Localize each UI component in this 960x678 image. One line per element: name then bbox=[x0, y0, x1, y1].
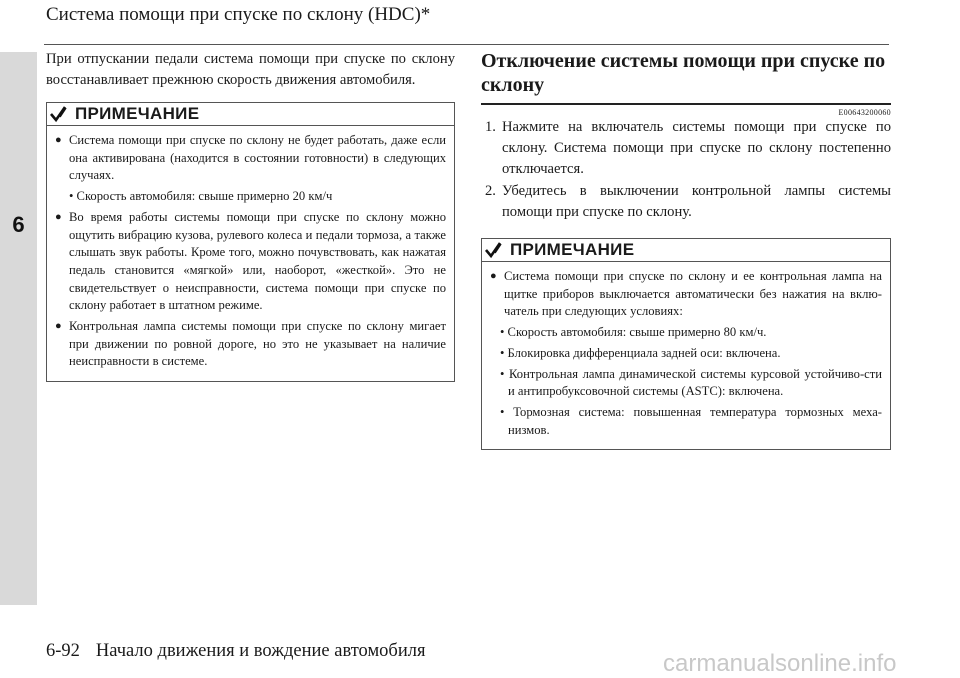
note-bullet: ● Во время работы системы помощи при спуске по склону можно ощутить вибрацию кузова, рулевого колеса и педали тормоза, а также слышать звук работы. Кроме того, можно почувствовать, как нажатая педаль становится «мягкой» или, наоборот, «жесткой». Это не свидетельствует о неисправности, система помощи при спуске по склону работает в штатном режиме. bbox=[55, 209, 446, 315]
step-item bbox=[481, 181, 891, 223]
note-body bbox=[47, 126, 454, 381]
note-sub-item: • Скорость автомобиля: свыше примерно 20 км/ч bbox=[69, 189, 333, 204]
note-box-left bbox=[46, 102, 455, 382]
note-bullet: ● Контрольная лампа системы помощи при спуске по склону мигает при движении по ровной дороге, но это не указывает на наличие неисправности в системе. bbox=[55, 318, 446, 371]
note-sub-item: • Контрольная лампа динамической системы курсовой устойчиво-сти и антипробуксовочной системы (ASTC): включена. bbox=[500, 366, 882, 399]
note-box-right bbox=[481, 238, 891, 450]
pencil-check-icon bbox=[484, 241, 506, 259]
section-title: Отключение системы помощи при спуске по склону bbox=[481, 49, 891, 105]
watermark: carmanualsonline.info bbox=[663, 650, 897, 677]
step-item bbox=[481, 117, 891, 180]
note-sub-item: • Тормозная система: повышенная температура тормозных меха-низмов. bbox=[500, 404, 882, 437]
running-header: Система помощи при спуске по склону (HDC)* bbox=[46, 4, 431, 25]
note-sub-item: • Скорость автомобиля: свыше примерно 80 км/ч. bbox=[500, 325, 767, 340]
step-number: 1. bbox=[485, 119, 496, 135]
chapter-number: 6 bbox=[12, 212, 25, 237]
footer-section: Начало движения и вождение автомобиля bbox=[95, 641, 426, 661]
note-bullet: ● Система помощи при спуске по склону не будет работать, даже если она активирована (находится в состоянии готовности) в следующих случаях. bbox=[55, 132, 446, 185]
note-body bbox=[482, 262, 890, 449]
note-header bbox=[47, 103, 454, 126]
step-text: Убедитесь в выключении контрольной лампы системы помощи при спуске по склону. bbox=[502, 183, 891, 220]
page-footer bbox=[46, 641, 425, 662]
note-title: ПРИМЕЧАНИЕ bbox=[510, 240, 635, 259]
section-code: E00643200060 bbox=[838, 108, 891, 117]
left-column bbox=[46, 49, 455, 382]
intro-paragraph: При отпускании педали система помощи при спуске по склону восстанавливает прежнюю скорость движения автомобиля. bbox=[46, 51, 455, 88]
chapter-tab bbox=[0, 52, 37, 605]
step-number: 2. bbox=[485, 183, 496, 199]
page-number: 6-92 bbox=[46, 641, 80, 661]
right-column bbox=[481, 49, 891, 450]
note-sub-item: • Блокировка дифференциала задней оси: включена. bbox=[500, 345, 781, 360]
pencil-check-icon bbox=[49, 105, 71, 123]
step-text: Нажмите на включатель системы помощи при спуске по склону. Система помощи при спуске по склону постепенно отключается. bbox=[502, 119, 891, 177]
note-bullet: ● Система помощи при спуске по склону и ее контрольная лампа на щитке приборов выключается автоматически без нажатия на вклю-чатель при следующих условиях: bbox=[490, 268, 882, 321]
note-header bbox=[482, 239, 890, 262]
note-title: ПРИМЕЧАНИЕ bbox=[75, 104, 200, 123]
header-rule bbox=[44, 44, 889, 45]
